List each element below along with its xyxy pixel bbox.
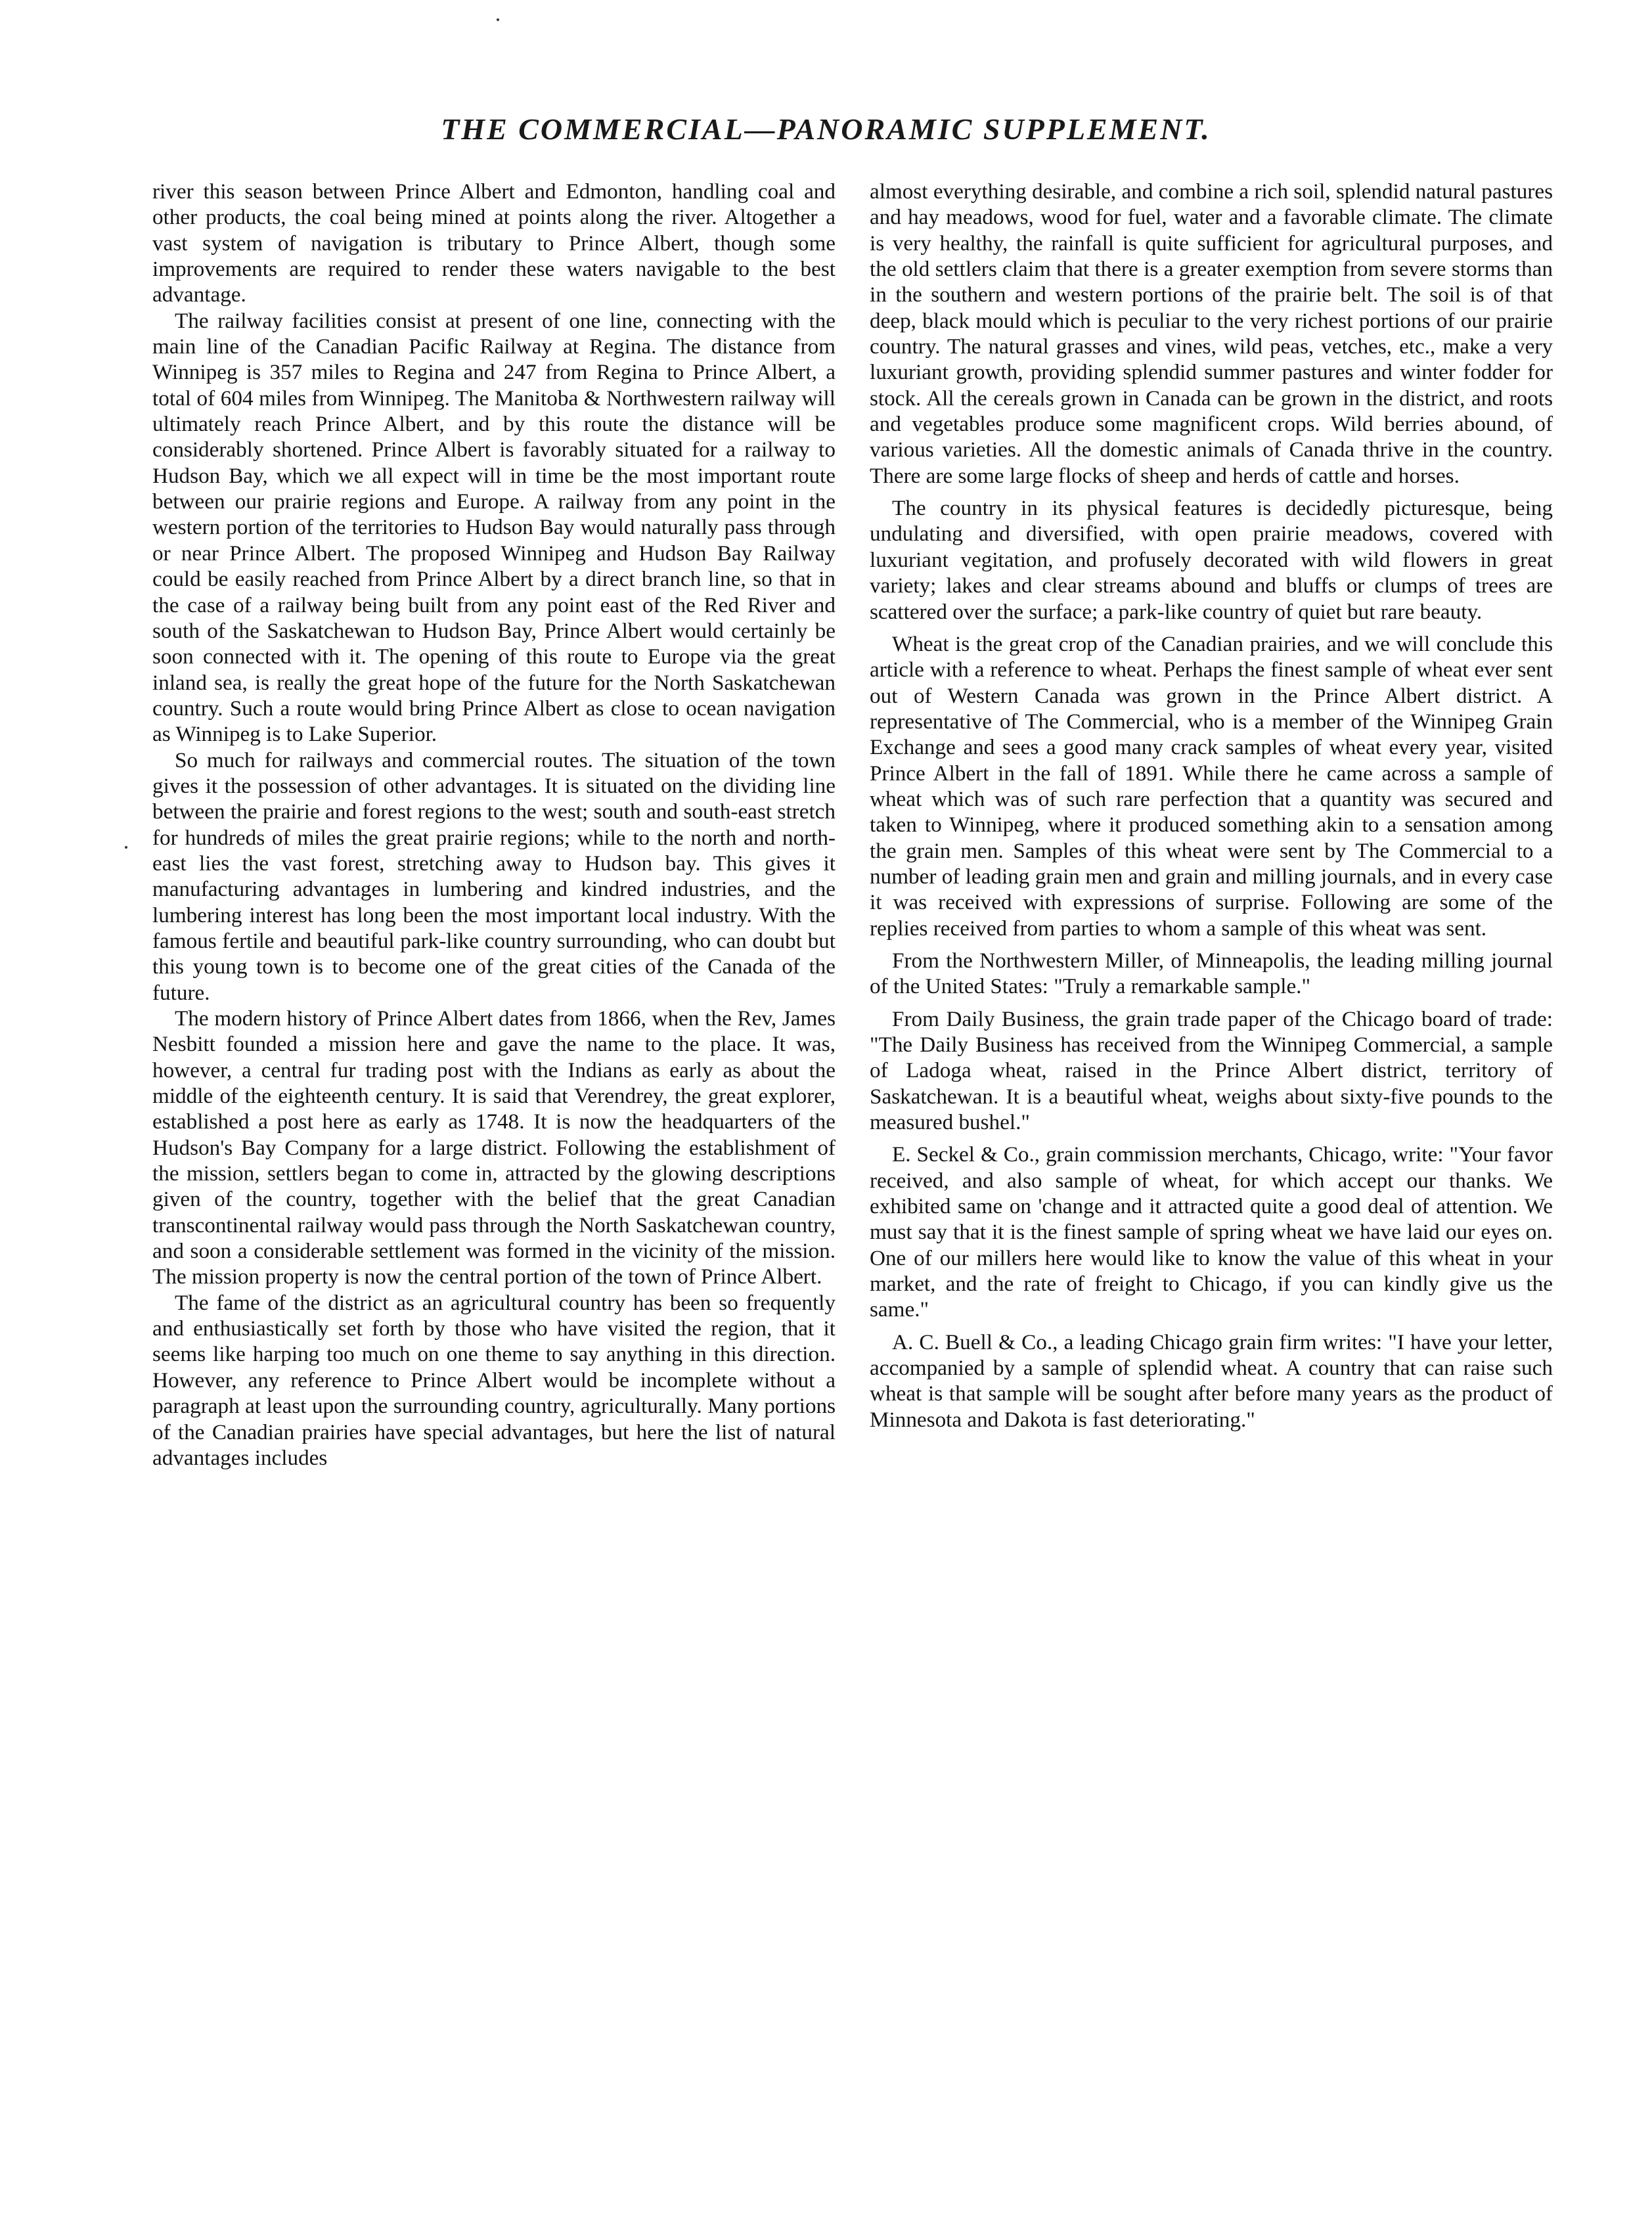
left-paragraph-1: river this season between Prince Albert and Edmonton, handling coal and other products, the coal being mined at points along the river. Altogether a vast system of navigation is tributary to Prince Albert, though some improvements are required to render these waters navigable to the best advantage. [152,179,836,307]
print-speck [497,18,499,21]
print-speck [125,846,127,849]
right-paragraph-1: almost everything desirable, and combine a rich soil, splendid natural pastures and hay meadows, wood for fuel, water and a favorable climate. The climate is very healthy, the rainfall is quite sufficient for agricultural purposes, and the old settlers claim that there is a greater exemption from severe storms than in the southern and western portions of the prairie belt. The soil is of that deep, black mould which is peculiar to the very richest portions of our prairie country. The natural grasses and vines, wild peas, vetches, etc., make a very luxuriant growth, providing splendid summer pastures and winter fodder for stock. All the cereals grown in Canada can be grown in the district, and roots and vegetables produce some magnificent crops. Wild berries abound, of various varieties. All the domestic animals of Canada thrive in the country. There are some large flocks of sheep and herds of cattle and horses. [870,179,1553,488]
right-paragraph-6: E. Seckel & Co., grain commission merchants, Chicago, write: "Your favor received, and also sample of wheat, for which accept our thanks. We exhibited same on 'change and it attracted quite a good deal of attention. We must say that it is the finest sample of spring wheat we have laid our eyes on. One of our millers here would like to know the value of this wheat in your market, and the rate of freight to Chicago, if you can kindly give us the same." [870,1142,1553,1322]
right-paragraph-7: A. C. Buell & Co., a leading Chicago grain firm writes: "I have your letter, accompanied by a sample of splendid wheat. A country that can raise such wheat is that sample will be sought after before many years as the product of Minnesota and Dakota is fast deteriorating." [870,1329,1553,1432]
right-paragraph-4: From the Northwestern Miller, of Minneapolis, the leading milling journal of the United States: "Truly a remarkable sample." [870,948,1553,999]
left-paragraph-2: The railway facilities consist at present of one line, connecting with the main line of the Canadian Pacific Railway at Regina. The distance from Winnipeg is 357 miles to Regina and 247 from Regina to Prince Albert, a total of 604 miles from Winnipeg. The Manitoba & Northwestern railway will ultimately reach Prince Albert, and by this route the distance will be considerably shortened. Prince Albert is favorably situated for a railway to Hudson Bay, which we all expect will in time be the most important route between our prairie regions and Europe. A railway from any point in the western portion of the territories to Hudson Bay would naturally pass through or near Prince Albert. The proposed Winnipeg and Hudson Bay Railway could be easily reached from Prince Albert by a direct branch line, so that in the case of a railway being built from any point east of the Red River and south of the Saskatchewan to Hudson Bay, Prince Albert would certainly be soon connected with it. The opening of this route to Europe via the great inland sea, is really the great hope of the future for the North Saskatchewan country. Such a route would bring Prince Albert as close to ocean navigation as Winnipeg is to Lake Superior. [152,308,836,747]
left-paragraph-3: So much for railways and commercial routes. The situation of the town gives it the possession of other advantages. It is situated on the dividing line between the prairie and forest regions to the west; south and south-east stretch for hundreds of miles the great prairie regions; while to the north and north-east lies the vast forest, stretching away to Hudson bay. This gives it manufacturing advantages in lumbering and kindred industries, and the lumbering interest has long been the most important local industry. With the famous fertile and beautiful park-like country surrounding, who can doubt but this young town is to become one of the great cities of the Canada of the future. [152,747,836,1005]
running-head: THE COMMERCIAL—PANORAMIC SUPPLEMENT. [441,112,1211,146]
right-paragraph-3: Wheat is the great crop of the Canadian prairies, and we will conclude this article with a reference to wheat. Perhaps the finest sample of wheat ever sent out of Western Canada was grown in the Prince Albert district. A representative of The Commercial, who is a member of the Winnipeg Grain Exchange and sees a good many crack samples of wheat every year, visited Prince Albert in the fall of 1891. While there he came across a sample of wheat which was of such rare perfection that a quantity was secured and taken to Winnipeg, where it produced something akin to a sensation among the grain men. Samples of this wheat were sent by The Commercial to a number of leading grain men and grain and milling journals, and in every case it was received with expressions of surprise. Following are some of the replies received from parties to whom a sample of this wheat was sent. [870,631,1553,941]
right-paragraph-2: The country in its physical features is decidedly picturesque, being undulating and diversified, with open prairie meadows, covered with luxuriant vegitation, and profusely decorated with wild flowers in great variety; lakes and clear streams abound and bluffs or clumps of trees are scattered over the surface; a park-like country of quiet but rare beauty. [870,496,1553,624]
right-column [870,179,1553,2149]
left-column [152,179,836,2149]
left-paragraph-5: The fame of the district as an agricultural country has been so frequently and enthusiastically set forth by those who have visited the region, that it seems like harping too much on one theme to say anything in this direction. However, any reference to Prince Albert would be incomplete without a paragraph at least upon the surrounding country, agriculturally. Many portions of the Canadian prairies have special advantages, but here the list of natural advantages includes [152,1290,836,1470]
right-paragraph-5: From Daily Business, the grain trade paper of the Chicago board of trade: "The Daily Business has received from the Winnipeg Commercial, a sample of Ladoga wheat, raised in the Prince Albert district, territory of Saskatchewan. It is a beautiful wheat, weighs about sixty-five pounds to the measured bushel." [870,1006,1553,1135]
left-paragraph-4: The modern history of Prince Albert dates from 1866, when the Rev, James Nesbitt founded a mission here and gave the name to the place. It was, however, a central fur trading post with the Indians as early as about the middle of the eighteenth century. It is said that Verendrey, the great explorer, established a post here as early as 1748. It is now the headquarters of the Hudson's Bay Company for a large district. Following the establishment of the mission, settlers began to come in, attracted by the glowing descriptions given of the country, together with the belief that the great Canadian transcontinental railway would pass through the North Saskatchewan country, and soon a considerable settlement was formed in the vicinity of the mission. The mission property is now the central portion of the town of Prince Albert. [152,1006,836,1289]
